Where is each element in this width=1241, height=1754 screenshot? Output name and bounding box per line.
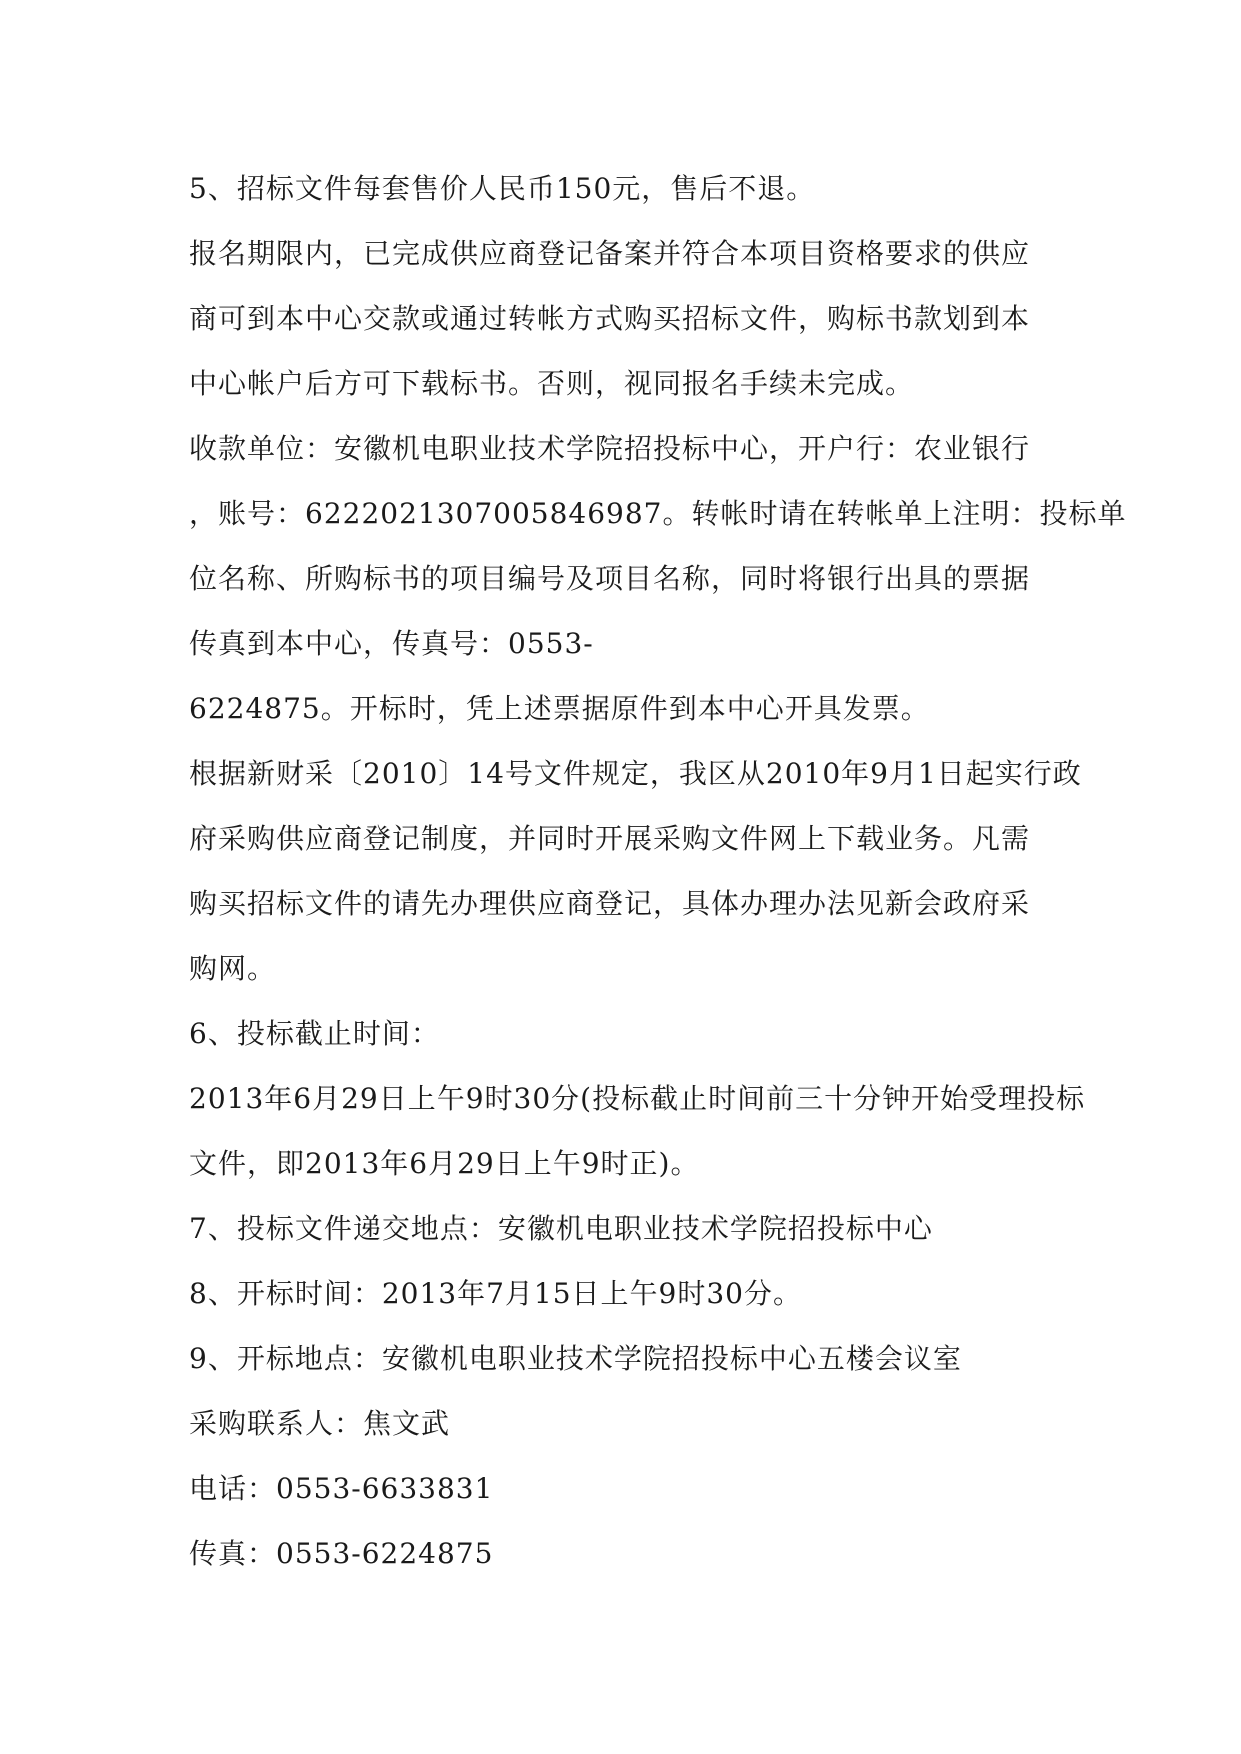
text-line: 电话：0553-6633831 [189,1472,494,1505]
text-line: 中心帐户后方可下载标书。否则，视同报名手续未完成。 [189,367,915,400]
text-line: 根据新财采〔2010〕14号文件规定，我区从2010年9月1日起实行政 [189,757,1082,790]
text-line: 2013年6月29日上午9时30分(投标截止时间前三十分钟开始受理投标 [189,1082,1086,1115]
text-line: 6、投标截止时间： [189,1017,440,1050]
text-line: 7、投标文件递交地点：安徽机电职业技术学院招投标中心 [189,1212,933,1245]
text-line: 商可到本中心交款或通过转帐方式购买招标文件，购标书款划到本 [189,302,1031,335]
text-line: 府采购供应商登记制度，并同时开展采购文件网上下载业务。凡需 [189,822,1031,855]
text-line: 位名称、所购标书的项目编号及项目名称，同时将银行出具的票据 [189,562,1031,595]
text-line: 文件，即2013年6月29日上午9时正)。 [189,1147,700,1180]
document-body [189,156,1127,1586]
text-line: 采购联系人：焦文武 [189,1407,451,1440]
text-line: 传真到本中心，传真号：0553- [189,627,594,660]
text-line: 收款单位：安徽机电职业技术学院招投标中心，开户行：农业银行 [189,432,1031,465]
text-line: 购买招标文件的请先办理供应商登记，具体办理办法见新会政府采 [189,887,1031,920]
text-line: 报名期限内，已完成供应商登记备案并符合本项目资格要求的供应 [189,237,1031,270]
text-line: 9、开标地点：安徽机电职业技术学院招投标中心五楼会议室 [189,1342,962,1375]
text-line: 购网。 [189,952,277,985]
text-line: ，账号：6222021307005846987。转帐时请在转帐单上注明：投标单 [189,497,1127,530]
text-line: 6224875。开标时，凭上述票据原件到本中心开具发票。 [189,692,930,725]
text-line: 5、招标文件每套售价人民币150元，售后不退。 [189,172,816,205]
text-line: 8、开标时间：2013年7月15日上午9时30分。 [189,1277,802,1310]
text-line: 传真：0553-6224875 [189,1537,494,1570]
